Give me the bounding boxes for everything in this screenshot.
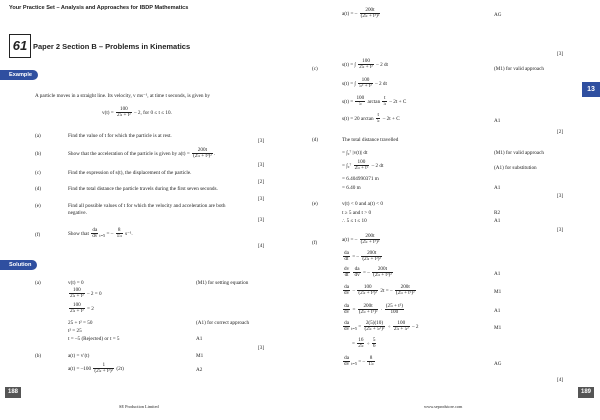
chapter-title: Paper 2 Section B – Problems in Kinematics bbox=[33, 42, 191, 51]
solution-c-label: (c) bbox=[312, 66, 318, 72]
solution-b-note: A2 bbox=[196, 367, 203, 373]
question-e-text: Find all possible values of t for which the velocity and acceleration are both bbox=[68, 203, 226, 209]
question-d-text: Find the total distance the particle travels during the first seven seconds. bbox=[68, 186, 218, 192]
solution-b-label: (b) bbox=[35, 353, 42, 359]
question-c-label: (c) bbox=[35, 170, 41, 176]
solution-f-line: $\frac{da}{dv}$ – $\frac{100}{\text{(25 + t²)²}}$ 2t = – $\frac{200t}{\text{(25 + t²)²}}$ bbox=[344, 284, 415, 297]
solution-f-line: $\frac{da}{dv}$ $_{t=5}$ = – $\frac{8}{15}$ bbox=[344, 355, 374, 368]
solution-f-marks: [4] bbox=[557, 377, 564, 383]
solution-c-line: s(t) = 20 arctan $\frac{t}{5}$ – 2t + C bbox=[342, 112, 400, 125]
solution-c-note: (M1) for valid approach bbox=[494, 66, 544, 72]
solution-a-line: v(t) = 0 bbox=[68, 280, 84, 286]
example-label: Example bbox=[0, 70, 38, 80]
question-d-label: (d) bbox=[35, 186, 42, 192]
footer-publisher: SE Production Limited bbox=[119, 404, 159, 409]
solution-e-marks: [3] bbox=[557, 227, 564, 233]
solution-d-note: (A1) for substitution bbox=[494, 165, 537, 171]
solution-a-line: $\frac{100}{\text{25 + t²}}$ – 2 = 0 bbox=[70, 287, 102, 300]
question-e-label: (e) bbox=[35, 203, 41, 209]
question-e-marks: [3] bbox=[258, 217, 265, 223]
question-a-marks: [3] bbox=[258, 138, 265, 144]
solution-c-marks: [2] bbox=[557, 129, 564, 135]
solution-a-label: (a) bbox=[35, 280, 41, 286]
running-header: Your Practice Set – Analysis and Approaches for IBDP Mathematics bbox=[9, 5, 189, 11]
footer-url: www.seprodstore.com bbox=[424, 404, 463, 409]
solution-label: Solution bbox=[0, 260, 37, 270]
chapter-side-tab: 13 bbox=[582, 82, 600, 97]
question-f-label: (f) bbox=[35, 232, 41, 238]
solution-a-line: $\frac{100}{\text{25 + t²}}$ = 2 bbox=[70, 302, 94, 315]
solution-a-marks: [3] bbox=[258, 345, 265, 351]
question-f-marks: [4] bbox=[258, 243, 265, 249]
intro-text: A particle moves in a straight line. Its velocity, v ms⁻¹, at time t seconds, is given by bbox=[35, 93, 210, 99]
solution-e-line: v(t) < 0 and a(t) < 0 bbox=[342, 201, 383, 207]
question-f-text: Show that $\frac{da}{dv}$ $_{t=5}$ = – $\frac{8}{15}$ s⁻¹. bbox=[68, 227, 133, 240]
solution-c-line: s(t) = ∫ $\frac{100}{\text{5² + t²}}$ – 2 dt bbox=[342, 77, 387, 90]
question-b-marks: [3] bbox=[258, 162, 265, 168]
solution-e-line: ∴ 5 ≤ t ≤ 10 bbox=[342, 218, 367, 224]
solution-b-note: M1 bbox=[196, 353, 204, 359]
right-top-line: a(t) = – $\frac{200t}{\text{(25 + t²)²}}$ bbox=[342, 7, 380, 20]
solution-d-note: (M1) for valid approach bbox=[494, 150, 544, 156]
solution-a-line: 25 + t² = 50 bbox=[68, 320, 93, 326]
solution-d-line: = ∫₀⁷ $\frac{100}{\text{25 + t²}}$ – 2 dt bbox=[342, 159, 384, 172]
solution-e-line: t ≥ 5 and t > 0 bbox=[342, 210, 372, 216]
question-e-text-cont: negative. bbox=[68, 210, 87, 216]
question-a-text: Find the value of t for which the particle is at rest. bbox=[68, 133, 172, 139]
solution-f-line: $\frac{da}{dv}$ $_{t=5}$ = $\frac{2(5)(10)}{\text{(25 + 5²)²}}$ ÷ $\frac{100}{\text{25 + 5²}}$ – 2 bbox=[344, 320, 419, 333]
solution-e-label: (e) bbox=[312, 201, 318, 207]
page-number-right: 189 bbox=[578, 387, 594, 398]
right-top-note: AG bbox=[494, 12, 502, 18]
solution-e-note: R2 bbox=[494, 210, 501, 216]
chapter-number-badge: 61 bbox=[9, 34, 31, 58]
question-d-marks: [3] bbox=[258, 196, 265, 202]
solution-f-line: = $\frac{16}{25}$ ÷ $\frac{5}{6}$ bbox=[352, 337, 376, 350]
solution-c-note: A1 bbox=[494, 118, 501, 124]
question-c-text: Find the expression of s(t), the displacement of the particle. bbox=[68, 170, 192, 176]
solution-a-line: t² = 25 bbox=[68, 328, 82, 334]
solution-d-line: = ∫₀⁷ |v(t)| dt bbox=[342, 150, 368, 156]
solution-a-line: t = –5 (Rejected) or t = 5 bbox=[68, 336, 120, 342]
right-top-marks: [3] bbox=[557, 51, 564, 57]
solution-a-note: (A1) for correct approach bbox=[196, 320, 250, 326]
solution-d-marks: [3] bbox=[557, 193, 564, 199]
question-b-text: Show that the acceleration of the particle is given by a(t) = $\frac{200t}{\text{(25 + t²)²}}$ . bbox=[68, 147, 216, 160]
solution-d-note: A1 bbox=[494, 185, 501, 191]
solution-d-line: = 6.404990371 m bbox=[342, 176, 379, 182]
solution-f-note: AG bbox=[494, 361, 502, 367]
solution-a-note: (M1) for setting equation bbox=[196, 280, 249, 286]
given-equation: v(t) = $\frac{100}{\text{25 + t²}}$ – 2, for 0 ≤ t ≤ 10. bbox=[102, 106, 172, 119]
solution-f-note: M1 bbox=[494, 289, 502, 295]
solution-d-line: The total distance travelled bbox=[342, 137, 399, 143]
solution-f-note: M1 bbox=[494, 325, 502, 331]
solution-c-line: s(t) = ∫ $\frac{100}{\text{25 + t²}}$ – 2 dt bbox=[342, 58, 388, 71]
solution-f-line: $\frac{da}{dv}$ = $\frac{200t}{\text{(25 + t²)²}}$ · $\frac{\text{(25 + t²)}}{100}$ bbox=[344, 303, 403, 316]
solution-b-line: a(t) = –100 $\frac{1}{\text{(25 + t²)²}}$ (2t) bbox=[68, 362, 124, 375]
solution-c-line: s(t) = $\frac{100}{5}$ arctan $\frac{t}{5}$ – 2t + C bbox=[342, 95, 407, 108]
solution-e-note: A1 bbox=[494, 218, 501, 224]
solution-f-line: $\frac{da}{dt}$ = – $\frac{200t}{\text{(25 + t²)²}}$ bbox=[344, 250, 382, 263]
question-a-label: (a) bbox=[35, 133, 41, 139]
solution-d-label: (d) bbox=[312, 137, 319, 143]
question-c-marks: [2] bbox=[258, 179, 265, 185]
solution-b-line: a(t) = v′(t) bbox=[68, 353, 90, 359]
solution-f-line: a(t) = – $\frac{200t}{\text{(25 + t²)²}}$ bbox=[342, 233, 380, 246]
page-number-left: 188 bbox=[5, 387, 21, 398]
solution-f-label: (f) bbox=[312, 240, 318, 246]
solution-f-line: $\frac{dv}{dt}$ $\frac{da}{dv}$ = – $\frac{200t}{\text{(25 + t²)²}}$ bbox=[344, 266, 392, 279]
solution-f-note: A1 bbox=[494, 271, 501, 277]
solution-a-note: A1 bbox=[196, 336, 203, 342]
question-b-label: (b) bbox=[35, 151, 42, 157]
solution-d-line: = 6.40 m bbox=[342, 185, 361, 191]
solution-f-note: A1 bbox=[494, 308, 501, 314]
